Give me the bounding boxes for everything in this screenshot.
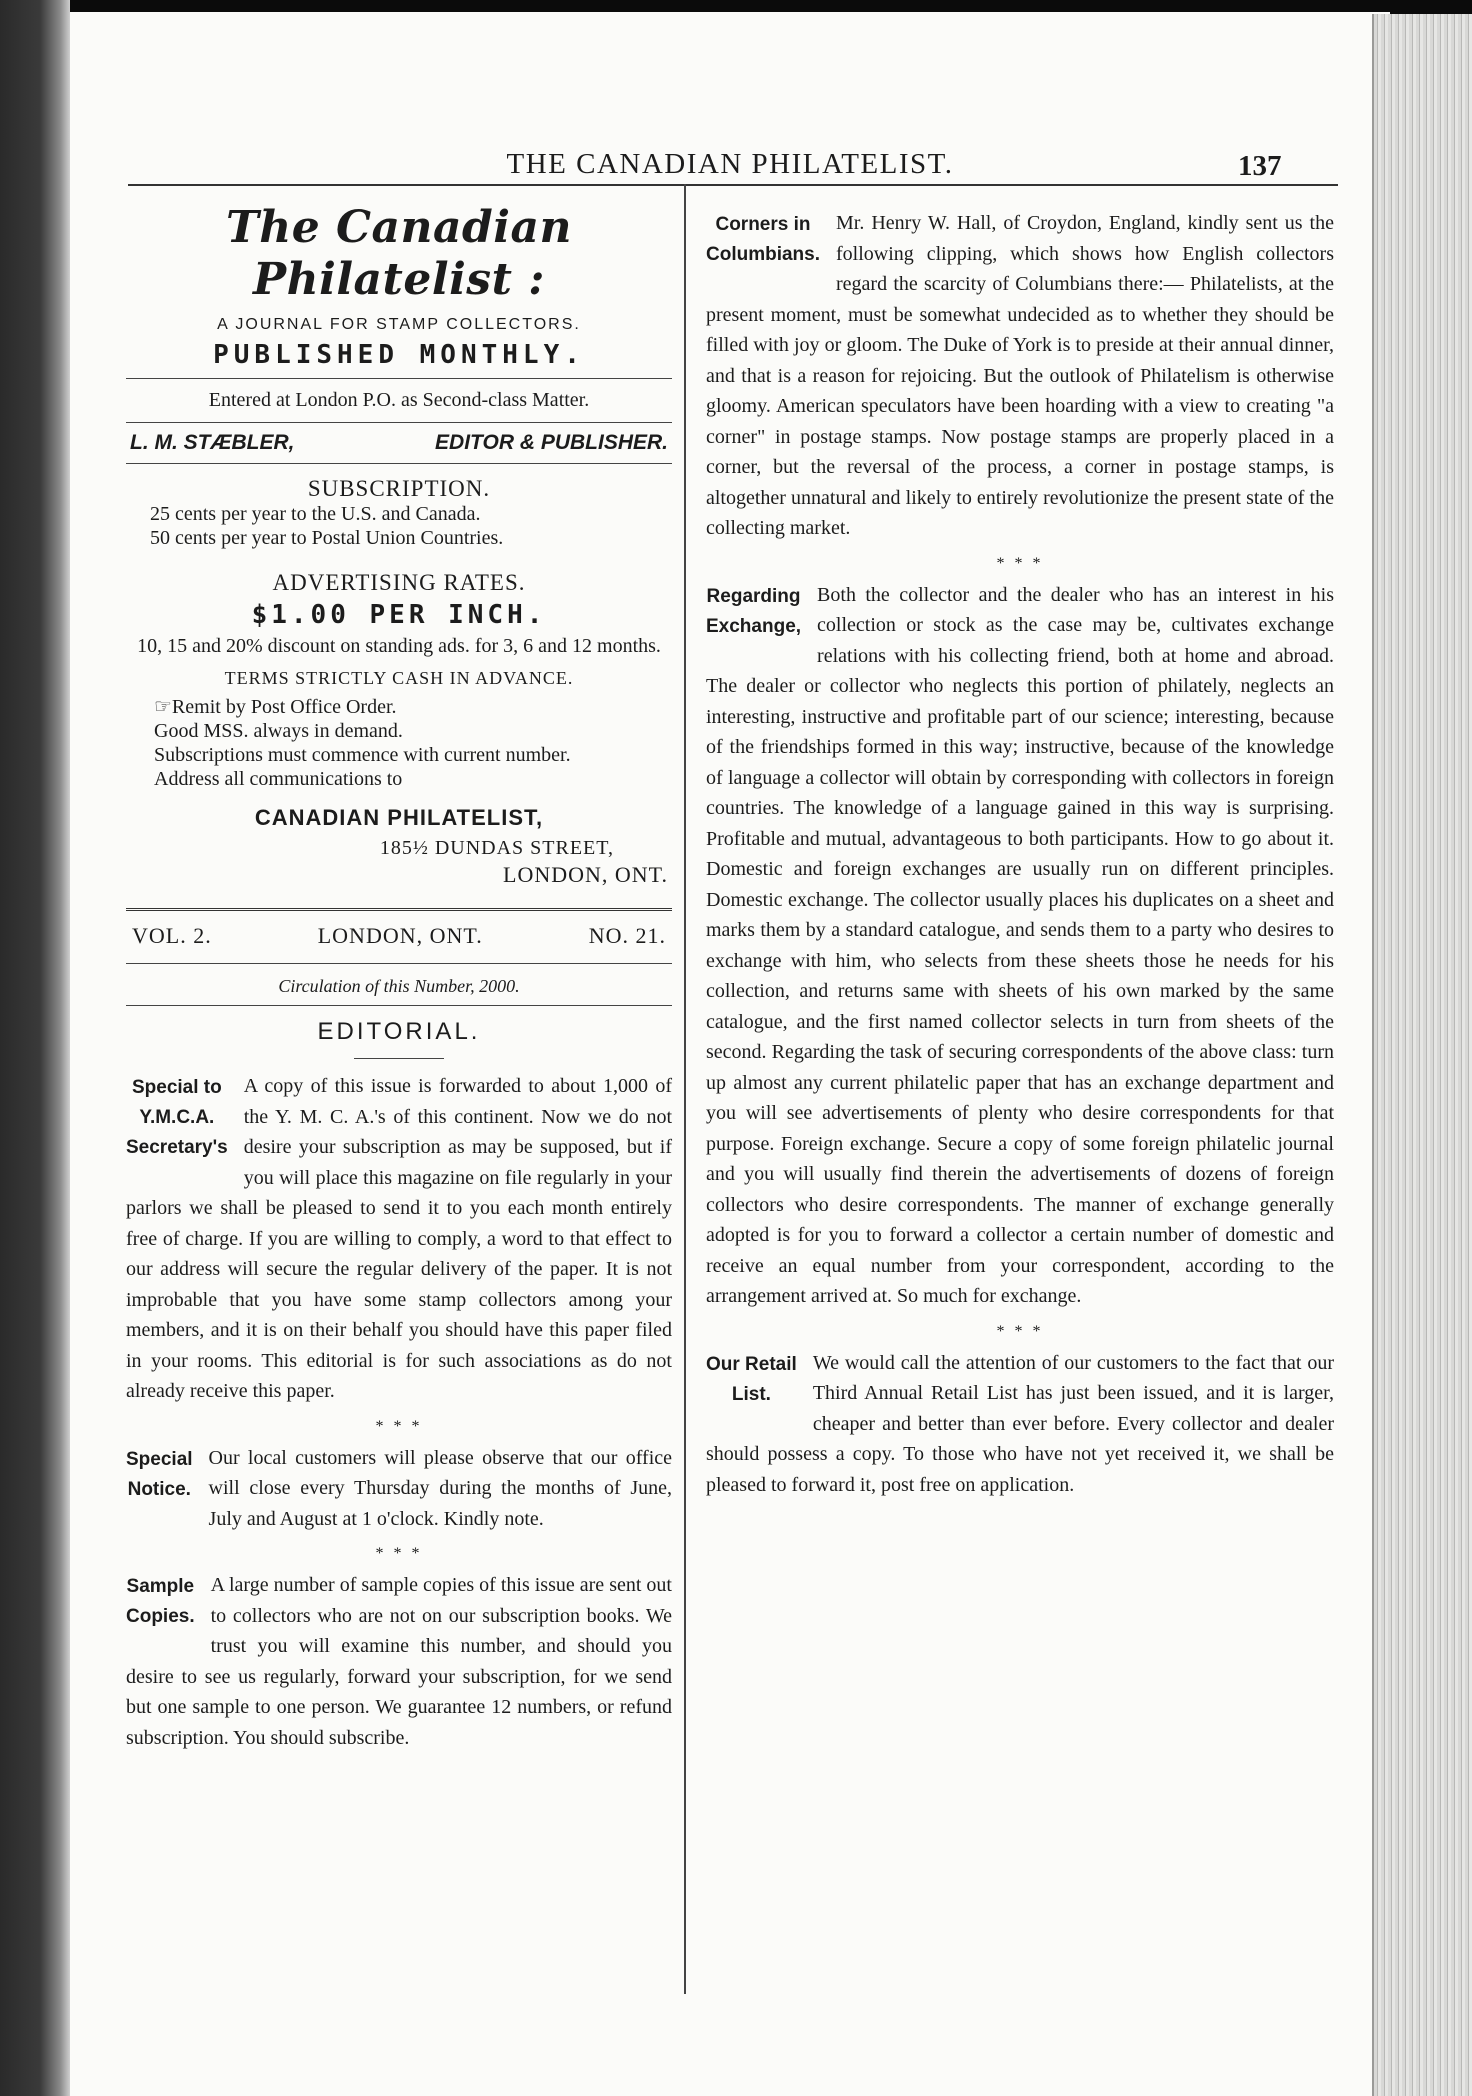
advertising-rate: $1.00 PER INCH.	[251, 600, 547, 630]
item-sidehead	[706, 582, 801, 642]
item-sidehead	[126, 1445, 193, 1505]
sidehead-line: Columbians.	[706, 244, 821, 265]
divider	[126, 1005, 672, 1006]
circulation: Circulation of this Number, 2000.	[278, 976, 520, 996]
item-sidehead	[706, 1350, 797, 1410]
address-city: LONDON, ONT.	[503, 862, 668, 887]
advertising-notes	[154, 695, 672, 791]
column-divider	[684, 184, 686, 1994]
item-text: A copy of this issue is forwarded to about 1,000 of the Y. M. C. A.'s of this continent. Now we do not desire your subscription as may be supposed, but if you will place this magazine on file regularly in your parlors we shall be pleased to send it to you each month entirely free of charge. If you are willing to comply, a word to that effect to our address will secure the regular delivery of the paper. It is not improbable that you have some stamp collectors among your members, and it is on their behalf you should have this paper filed in your rooms. This editorial is for such associations as do not already receive this paper.	[126, 1075, 672, 1402]
sidehead-line: Sample	[126, 1576, 195, 1597]
short-rule	[354, 1058, 444, 1059]
sidehead-line: Our Retail	[706, 1353, 797, 1375]
item-sidehead	[126, 1073, 228, 1163]
item-text: We would call the attention of our customers to the fact that our Third Annual Retail List has just been issued, and it is larger, cheaper and better than ever before. Every collector and dealer should possess a copy. To those who have not yet received it, we shall be pleased to forward it, post free on application.	[706, 1351, 1334, 1496]
sidehead-line: Special to	[131, 1077, 222, 1098]
sidehead-line: Y.M.C.A.	[139, 1107, 215, 1128]
note-line: Address all communications to	[154, 768, 403, 790]
subscription-lines	[150, 502, 672, 550]
item-sidehead	[706, 210, 820, 270]
editor-line	[130, 431, 668, 455]
item-sidehead	[126, 1572, 195, 1632]
item-text: Our local customers will please observe that our office will close every Thursday during the months of June, July and August at 1 o'clock. Kindly note.	[208, 1446, 672, 1530]
divider	[126, 963, 672, 964]
editor-role: EDITOR & PUBLISHER.	[435, 431, 668, 454]
address-name: CANADIAN PHILATELIST,	[254, 805, 544, 830]
double-rule	[126, 908, 672, 911]
masthead-title: The Canadian Philatelist :	[225, 202, 573, 305]
subscription-line: 25 cents per year to the U.S. and Canada.	[150, 503, 481, 525]
divider	[126, 422, 672, 423]
note-line: Subscriptions must commence with current number.	[154, 744, 571, 766]
subscription-line: 50 cents per year to Postal Union Countries.	[150, 527, 504, 549]
published-monthly: PUBLISHED MONTHLY.	[213, 340, 585, 370]
sidehead-line: Secretary's	[126, 1137, 228, 1158]
item-text: Both the collector and the dealer who has an interest in his collection or stock as the case may be, cultivates exchange relations with his collecting friend, both at home and abroad. The dealer or collector who neglects this portion of philately, neglects an interesting, instructive and profitable part of our science; interesting, because of the friendships formed in this way; instructive, because of the knowledge of language a collector will obtain by corresponding with collectors in foreign countries. The knowledge of a language gained in this way is surprising. Profitable and mutual, advantageous to both participants. How to go about it. Domestic and foreign exchanges are usually run on different principles. Domestic exchange. The collector usually places his duplicates on a sheet and marks them by a standard catalogue, and sends them to a party who desires to exchange with him, who selects from these sheets those he needs for his collection, and returns same with sheets of his own marked by the same catalogue, and the first named collector selects in turn from sheets of the second. Regarding the task of securing correspondents of the above class: turn up almost any current philatelic paper that has an exchange department and you will see advertisements of plenty who desire correspondents for that purpose. Foreign exchange. Secure a copy of some foreign philatelic journal and you will usually find therein the advertisements of dozens of foreign collectors who desire correspondents. The manner of exchange generally adopted is for you to forward a collector a certain number of domestic and receive an equal number from your correspondent, according to the arrangement arrived at. So much for exchange.	[706, 583, 1334, 1307]
editorial-item	[126, 1443, 672, 1535]
editorial-heading: EDITORIAL.	[317, 1018, 481, 1045]
sidehead-line: Exchange,	[706, 615, 802, 637]
left-column	[126, 192, 672, 1753]
right-column	[706, 208, 1334, 1500]
sidehead-line: Regarding	[706, 585, 801, 607]
scan-left-margin	[0, 0, 70, 2096]
divider	[126, 378, 672, 379]
issue-place: LONDON, ONT.	[317, 923, 483, 948]
sidehead-line: Special	[126, 1448, 193, 1470]
sidehead-line: Corners in	[715, 214, 811, 235]
asterism: * * *	[996, 1322, 1044, 1340]
note-line: ☞Remit by Post Office Order.	[154, 696, 397, 718]
running-head: THE CANADIAN PHILATELIST.	[506, 148, 954, 180]
item-text: A large number of sample copies of this issue are sent out to collectors who are not on our subscription books. We trust you will examine this number, and should you desire to see us regularly, forward your subscription, for we send but one sample to one person. We guarantee 12 numbers, or refund subscription. You should subscribe.	[126, 1574, 672, 1749]
issue-number: NO. 21.	[588, 923, 666, 948]
asterism: * * *	[996, 554, 1044, 572]
asterism: * * *	[375, 1417, 423, 1435]
sidehead-line: Notice.	[127, 1478, 191, 1500]
advertising-heading: ADVERTISING RATES.	[272, 570, 526, 595]
note-line: Good MSS. always in demand.	[154, 720, 403, 742]
masthead-subtitle: A JOURNAL FOR STAMP COLLECTORS.	[217, 316, 581, 333]
header-rule	[128, 184, 1338, 186]
document-page	[70, 12, 1390, 2096]
subscription-heading: SUBSCRIPTION.	[307, 476, 491, 501]
sidehead-line: Copies.	[126, 1606, 195, 1627]
sidehead-line: List.	[731, 1383, 771, 1405]
article-item	[706, 580, 1334, 1312]
divider	[126, 463, 672, 464]
volume: VOL. 2.	[132, 923, 212, 948]
entered-notice: Entered at London P.O. as Second-class Matter.	[208, 389, 590, 411]
issue-line	[132, 923, 666, 949]
advertising-discount: 10, 15 and 20% discount on standing ads. for 3, 6 and 12 months.	[137, 635, 661, 657]
page-edge-stack	[1372, 14, 1472, 2096]
editorial-item	[126, 1570, 672, 1753]
article-item	[706, 208, 1334, 544]
article-item	[706, 1348, 1334, 1501]
page-number: 137	[1238, 150, 1282, 182]
editorial-item	[126, 1071, 672, 1407]
editor-name: L. M. STÆBLER,	[130, 431, 295, 454]
address-street: 185½ DUNDAS STREET,	[379, 837, 614, 859]
item-text: Mr. Henry W. Hall, of Croydon, England, kindly sent us the following clipping, which shows how English collectors regard the scarcity of Columbians there:— Philatelists, at the present moment, must be somewhat undecided as to whether they should be filled with joy or gloom. The Duke of York is to preside at their annual dinner, and that is a reason for rejoicing. But the outlook of Philatelism is otherwise gloomy. American speculators have been hoarding with a view to creating "a corner" in postage stamps. Now postage stamps are properly placed in a corner, but the reversal of the process, a corner in postage stamps, is altogether unnatural and likely to entirely revolutionize the present state of the collecting market.	[706, 212, 1334, 539]
asterism: * * *	[375, 1545, 423, 1562]
payment-terms: TERMS STRICTLY CASH IN ADVANCE.	[224, 668, 574, 688]
